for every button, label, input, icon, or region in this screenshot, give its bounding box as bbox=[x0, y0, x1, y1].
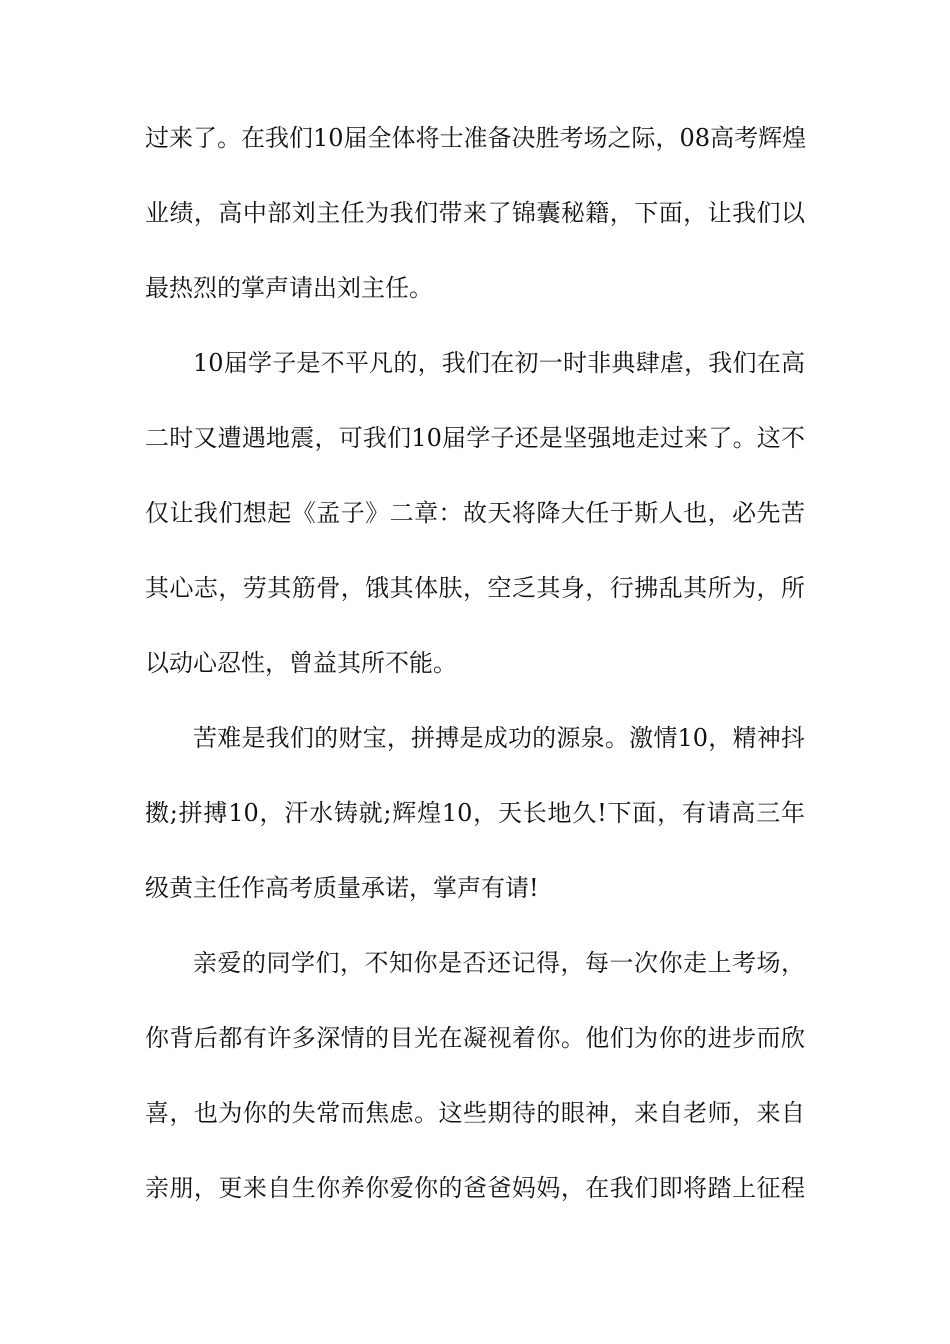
paragraph-2-line-1: 10届学子是不平凡的，我们在初一时非典肆虐，我们在高 bbox=[193, 349, 805, 377]
paragraph-3-line-1: 苦难是我们的财宝，拼搏是成功的源泉。激情10，精神抖 bbox=[193, 724, 805, 752]
paragraph-1-line-1: 过来了。在我们10届全体将士准备决胜考场之际，08高考辉煌 bbox=[145, 124, 807, 152]
paragraph-3-line-2: 擞;拼搏10，汗水铸就;辉煌10，天长地久!下面，有请高三年 bbox=[145, 799, 805, 827]
paragraph-2-line-4: 其心志，劳其筋骨，饿其体肤，空乏其身，行拂乱其所为，所 bbox=[145, 574, 805, 602]
paragraph-4-line-1: 亲爱的同学们，不知你是否还记得，每一次你走上考场， bbox=[193, 949, 805, 977]
paragraph-1-line-2: 业绩，高中部刘主任为我们带来了锦囊秘籍，下面，让我们以 bbox=[145, 199, 805, 227]
paragraph-4-line-2: 你背后都有许多深情的目光在凝视着你。他们为你的进步而欣 bbox=[145, 1024, 805, 1052]
paragraph-2-line-2: 二时又遭遇地震，可我们10届学子还是坚强地走过来了。这不 bbox=[145, 424, 805, 452]
paragraph-2-line-5: 以动心忍性，曾益其所不能。 bbox=[145, 649, 457, 677]
paragraph-1-line-3: 最热烈的掌声请出刘主任。 bbox=[145, 274, 433, 302]
paragraph-2-line-3: 仅让我们想起《孟子》二章：故天将降大任于斯人也，必先苦 bbox=[145, 499, 805, 527]
paragraph-4-line-3: 喜，也为你的失常而焦虑。这些期待的眼神，来自老师，来自 bbox=[145, 1099, 805, 1127]
document-body bbox=[145, 126, 805, 1251]
paragraph-4-line-4: 亲朋，更来自生你养你爱你的爸爸妈妈，在我们即将踏上征程 bbox=[145, 1174, 805, 1202]
paragraph-3-line-3: 级黄主任作高考质量承诺，掌声有请! bbox=[145, 874, 539, 902]
